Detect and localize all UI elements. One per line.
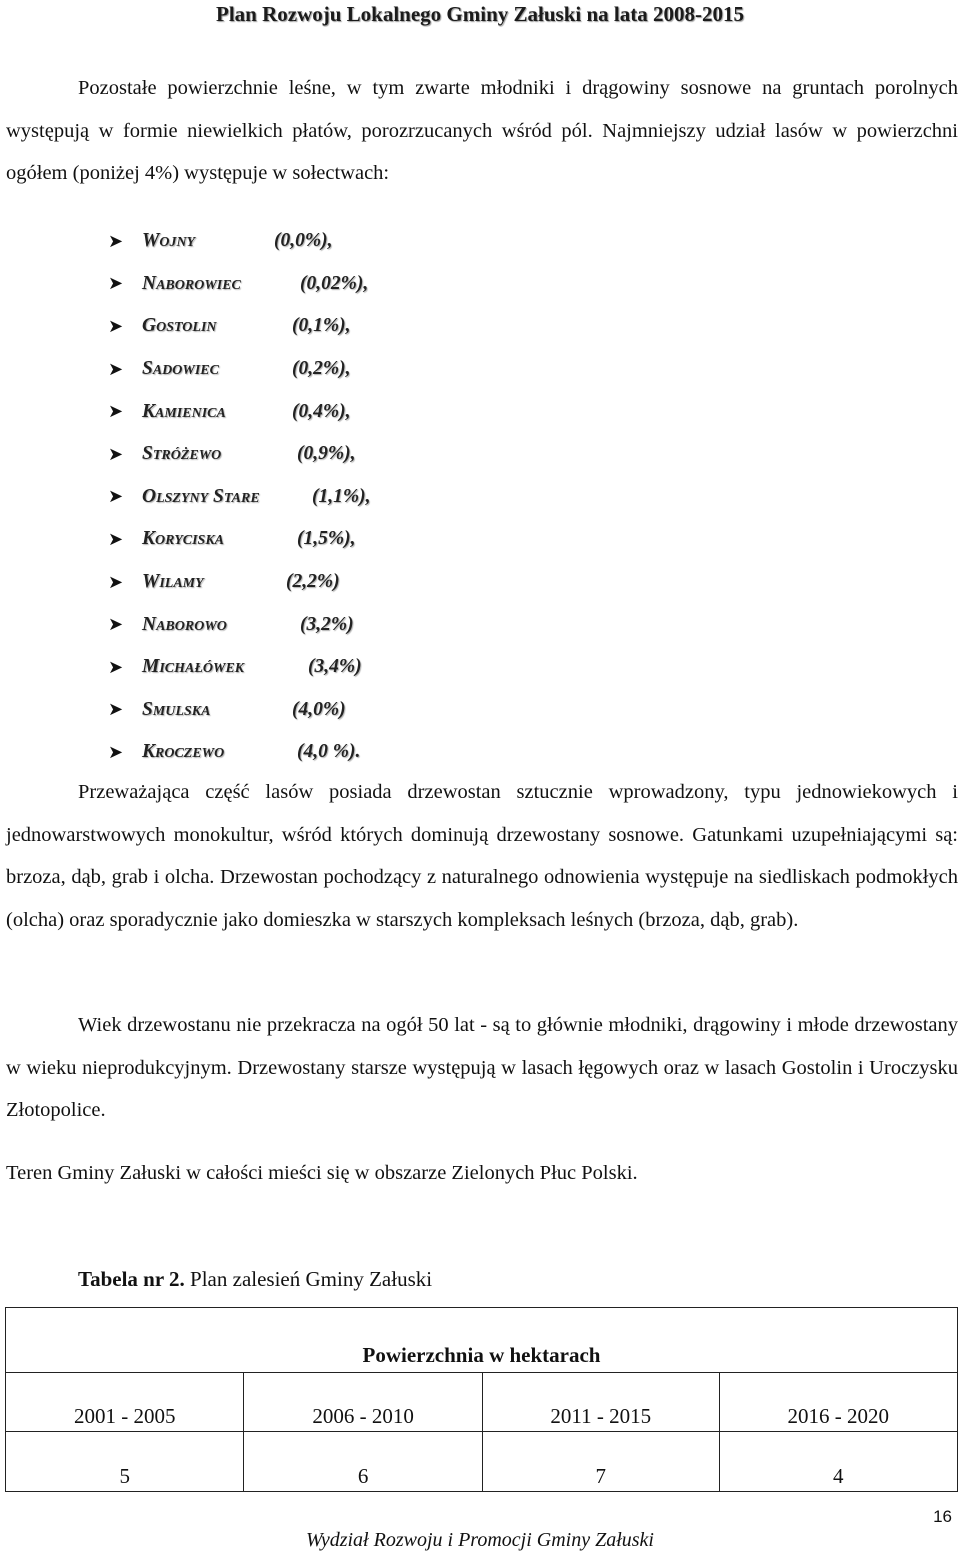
arrowhead-bullet-icon: ➤ <box>108 614 124 636</box>
table-header: Powierzchnia w hektarach <box>6 1308 958 1373</box>
paragraph-forests-intro: Pozostałe powierzchnie leśne, w tym zwarte młodniki i drągowiny sosnowe na gruntach porolnych występują w formie niewielkich płatów, porozrzucanych wśród pól. Najmniejszy udział lasów w powierzchni ogółem (poniżej 4%) występuje w sołectwach: <box>6 77 958 184</box>
list-item: ➤ Gostolin (0,1%), <box>108 315 351 337</box>
arrowhead-bullet-icon: ➤ <box>108 358 124 380</box>
arrowhead-bullet-icon: ➤ <box>108 699 124 721</box>
list-item: ➤ Kroczewo (4,0 %). <box>108 741 361 763</box>
arrowhead-bullet-icon: ➤ <box>108 230 124 252</box>
list-item: ➤ Koryciska (1,5%), <box>108 528 356 550</box>
table-cell-value: 7 <box>482 1432 719 1492</box>
table-caption-label: Tabela nr 2. <box>78 1267 185 1291</box>
document-footer: Wydział Rozwoju i Promocji Gminy Załuski <box>306 1529 654 1551</box>
paragraph-green-lungs: Teren Gminy Załuski w całości mieści się w obszarze Zielonych Płuc Polski. <box>6 1162 638 1184</box>
list-item: ➤ Naborowiec (0,02%), <box>108 272 369 295</box>
list-item: ➤ Stróżewo (0,9%), <box>108 443 356 465</box>
table-cell-period: 2011 - 2015 <box>482 1373 719 1432</box>
arrowhead-bullet-icon: ➤ <box>108 741 124 763</box>
arrowhead-bullet-icon: ➤ <box>108 528 124 550</box>
arrowhead-bullet-icon: ➤ <box>108 486 124 508</box>
table-caption-text: Plan zalesień Gminy Załuski <box>184 1267 433 1291</box>
list-item: ➤ Sadowiec (0,2%), <box>108 358 351 380</box>
arrowhead-bullet-icon: ➤ <box>108 443 124 465</box>
table-cell-period: 2001 - 2005 <box>6 1373 244 1432</box>
list-item: ➤ Wojny (0,0%), <box>108 230 333 252</box>
table-cell-value: 6 <box>244 1432 482 1492</box>
table-cell-value: 5 <box>6 1432 244 1492</box>
list-item: ➤ Smulska (4,0%) <box>108 698 346 721</box>
list-item: ➤ Olszyny Stare (1,1%), <box>108 485 371 508</box>
paragraph-stand-age: Wiek drzewostanu nie przekracza na ogół 50 lat - są to głównie młodniki, drągowiny i młode drzewostany w wieku nieprodukcyjnym. Drzewostany starsze występują w lasach łęgowych oraz w lasach Gostolin i Uroczysku Złotopolice. <box>6 1014 958 1121</box>
list-item: ➤ Wilamy (2,2%) <box>108 571 340 593</box>
afforestation-table <box>5 1307 958 1492</box>
table-cell-period: 2006 - 2010 <box>244 1373 482 1432</box>
paragraph-stand-composition: Przeważająca część lasów posiada drzewostan sztucznie wprowadzony, typu jednowiekowych i jednowarstwowych monokultur, wśród których dominują drzewostany sosnowe. Gatunkami uzupełniającymi są: brzoza, dąb, grab i olcha. Drzewostan pochodzący z naturalnego odnowienia występuje na siedliskach podmokłych (olcha) oraz sporadycznie jako domieszka w starszych kompleksach leśnych (brzoza, dąb, grab). <box>6 781 958 931</box>
page-number: 16 <box>933 1507 952 1526</box>
arrowhead-bullet-icon: ➤ <box>108 401 124 423</box>
table-cell-period: 2016 - 2020 <box>719 1373 957 1432</box>
arrowhead-bullet-icon: ➤ <box>108 273 124 295</box>
table-cell-value: 4 <box>719 1432 957 1492</box>
list-item: ➤ Kamienica (0,4%), <box>108 400 351 423</box>
arrowhead-bullet-icon: ➤ <box>108 315 124 337</box>
list-item: ➤ Naborowo (3,2%) <box>108 613 354 636</box>
village-list <box>108 220 370 774</box>
table-caption <box>78 1262 432 1296</box>
arrowhead-bullet-icon: ➤ <box>108 571 124 593</box>
list-item: ➤ Michałówek (3,4%) <box>108 656 362 678</box>
document-header: Plan Rozwoju Lokalnego Gminy Załuski na lata 2008-2015 <box>216 2 744 26</box>
arrowhead-bullet-icon: ➤ <box>108 656 124 678</box>
